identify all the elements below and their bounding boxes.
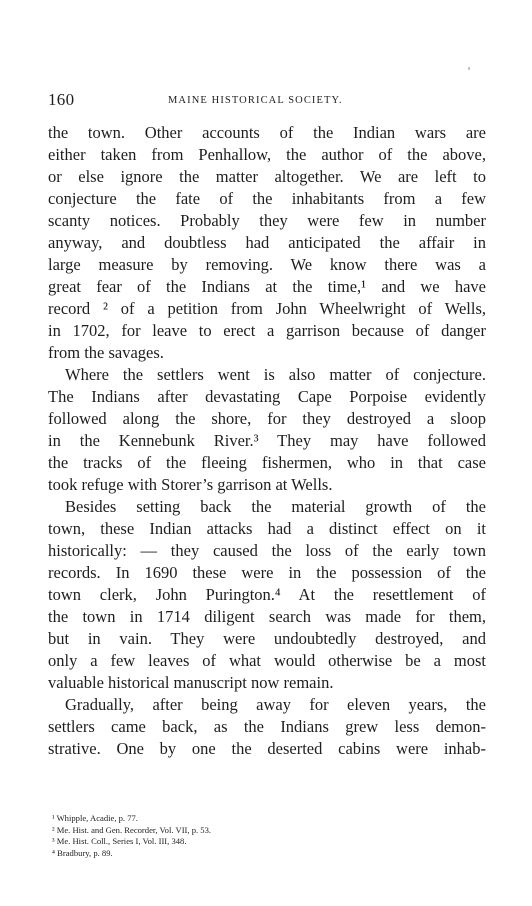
text-line: town, these Indian attacks had a distinct effect on it (48, 519, 486, 538)
text-line: Gradually, after being away for eleven years, the (65, 695, 486, 714)
text-line: Where the settlers went is also matter of conjecture. (65, 365, 486, 384)
text-line: record ² of a petition from John Wheelwright of Wells, (48, 299, 486, 318)
text-line: strative. One by one the deserted cabins were inhab- (48, 739, 486, 758)
footnote: ¹ Whipple, Acadie, p. 77. (52, 813, 138, 823)
text-line: in 1702, for leave to erect a garrison because of danger (48, 321, 486, 340)
footnote: ³ Me. Hist. Coll., Series I, Vol. III, 348. (52, 836, 187, 847)
text-line: in the Kennebunk River.³ They may have followed (48, 431, 486, 450)
footnotes (52, 813, 482, 859)
page-number: 160 (48, 90, 75, 109)
text-line: the tracks of the fleeing fishermen, who in that case (48, 453, 486, 472)
body-text (48, 122, 486, 760)
text-line: large measure by removing. We know there was a (48, 255, 486, 274)
footnote: ⁴ Bradbury, p. 89. (52, 847, 113, 858)
text-line: town clerk, John Purington.⁴ At the resettlement of (48, 585, 486, 604)
text-line: records. In 1690 these were in the possession of the (48, 563, 486, 582)
footnote: ² Me. Hist. and Gen. Recorder, Vol. VII, p. 53. (52, 824, 212, 835)
text-line: the town in 1714 diligent search was made for them, (48, 607, 486, 626)
text-line: great fear of the Indians at the time,¹ and we have (48, 277, 486, 296)
text-line: from the savages. (48, 343, 164, 362)
text-line: conjecture the fate of the inhabitants from a few (48, 189, 486, 208)
page-header (0, 90, 532, 112)
text-line: the town. Other accounts of the Indian wars are (48, 123, 486, 142)
text-line: followed along the shore, for they destroyed a sloop (48, 409, 486, 428)
running-head: MAINE HISTORICAL SOCIETY. (168, 95, 343, 106)
text-line: or else ignore the matter altogether. We are left to (48, 167, 486, 186)
text-line: scanty notices. Probably they were few in number (48, 211, 486, 230)
text-line: settlers came back, as the Indians grew less demon- (48, 717, 486, 736)
text-line: took refuge with Storer’s garrison at Wells. (48, 475, 333, 494)
text-line: only a few leaves of what would otherwise be a most (48, 651, 486, 670)
text-line: either taken from Penhallow, the author of the above, (48, 145, 486, 164)
text-line: anyway, and doubtless had anticipated the affair in (48, 233, 486, 252)
text-line: but in vain. They were undoubtedly destroyed, and (48, 629, 486, 648)
text-line: Besides setting back the material growth of the (65, 497, 486, 516)
text-line: historically: — they caused the loss of the early town (48, 541, 486, 560)
paper-speck (468, 67, 470, 70)
text-line: valuable historical manuscript now remain. (48, 673, 334, 692)
text-line: The Indians after devastating Cape Porpoise evidently (48, 387, 486, 406)
